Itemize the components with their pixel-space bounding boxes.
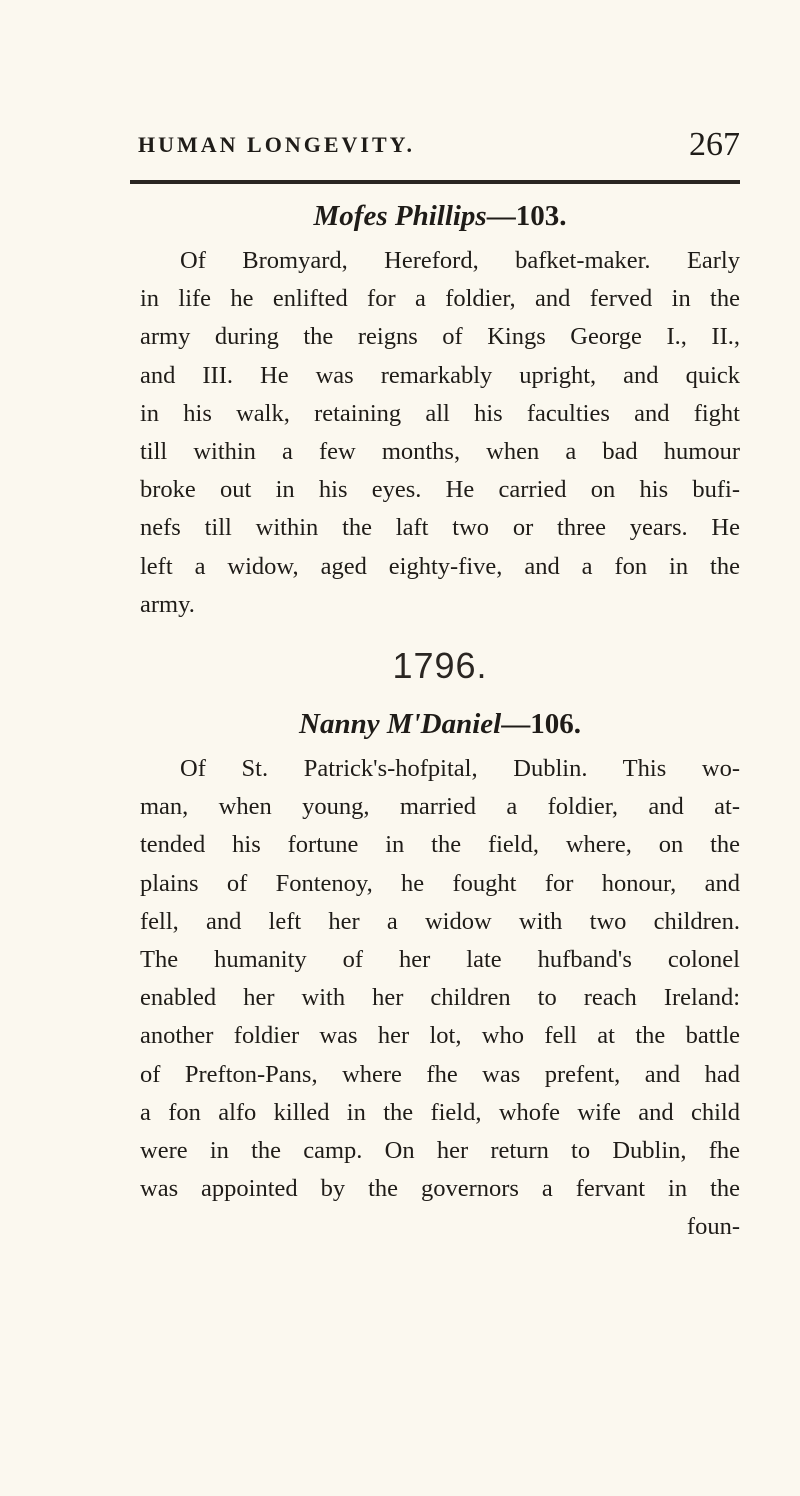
running-title: HUMAN LONGEVITY. [138,132,415,157]
paragraph-line: broke out in his eyes. He carried on his bufi- [140,476,740,504]
paragraph-line: nefs till within the laft two or three years. He [140,514,740,542]
paragraph-line: of Prefton-Pans, where fhe was prefent, and had [140,1060,740,1088]
paragraph-line: enabled her with her children to reach Ireland: [140,984,740,1012]
paragraph-line: The humanity of her late hufband's colonel [140,946,740,974]
paragraph-line: tended his fortune in the field, where, on the [140,831,740,859]
paragraph-line: was appointed by the governors a fervant in the [140,1175,740,1203]
paragraph-line: left a widow, aged eighty-five, and a fon in the [140,552,740,580]
entry-name: Nanny M'Daniel [299,708,502,741]
running-head [138,128,740,168]
paragraph-line: another foldier was her lot, who fell at the battle [140,1022,740,1050]
paragraph-line: in his walk, retaining all his faculties and fight [140,399,740,427]
entry-heading-mdaniel [140,698,740,750]
entry-age: —103. [486,200,567,232]
paragraph-line: army. [140,590,195,618]
paragraph-line: a fon alfo killed in the field, whofe wife and child [140,1098,740,1126]
paragraph-line: army during the reigns of Kings George I., II., [140,323,740,351]
paragraph-line: Of St. Patrick's-hofpital, Dublin. This wo- [180,755,740,783]
paragraph-line: Of Bromyard, Hereford, bafket-maker. Early [180,247,740,274]
paragraph-line: man, when young, married a foldier, and at- [140,793,740,821]
paragraph-line: till within a few months, when a bad humour [140,438,740,466]
header-rule [130,180,740,184]
entry-heading-phillips [140,190,740,242]
paragraph-line: in life he enlifted for a foldier, and ferved in the [140,285,740,313]
paragraph-line: were in the camp. On her return to Dublin, fhe [140,1137,740,1165]
paragraph-line: fell, and left her a widow with two children. [140,907,740,935]
paragraph-line: and III. He was remarkably upright, and quick [140,361,740,389]
catchword: foun- [686,1213,740,1241]
text-block [140,190,740,1247]
year-heading: 1796. [392,645,488,687]
entry-name: Mofes Phillips [313,200,487,232]
page-number: 267 [689,126,740,163]
entry-age: —106. [501,708,581,741]
entry-paragraph-phillips [140,242,740,624]
paragraph-line: plains of Fontenoy, he fought for honour, and [140,869,740,897]
entry-paragraph-mdaniel [140,750,740,1247]
